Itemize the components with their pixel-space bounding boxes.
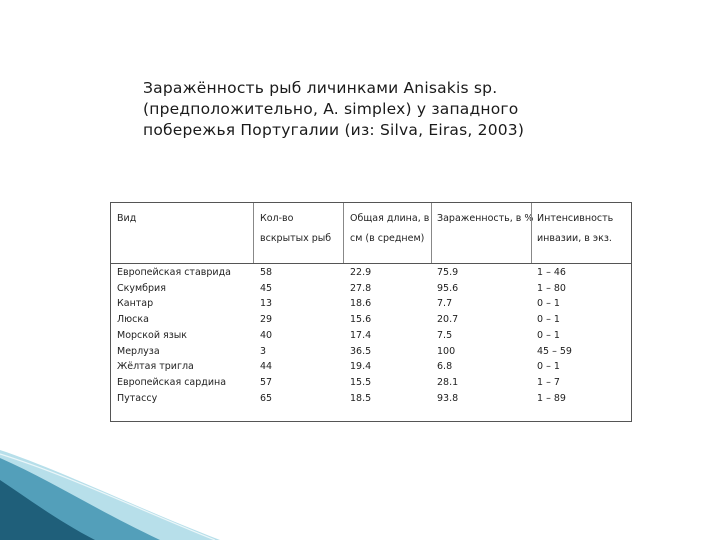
table-cell: 15.5 <box>350 376 372 388</box>
header-line: Зараженность, в % <box>437 213 534 224</box>
table-cell: 3 <box>260 345 267 357</box>
infestation-table <box>110 202 632 422</box>
header-line: вскрытых рыб <box>260 233 332 244</box>
table-cell: 65 <box>260 392 273 404</box>
table-cell: 40 <box>260 329 273 341</box>
table-cell: 93.8 <box>437 392 459 404</box>
table-cell: Путассу <box>117 392 158 404</box>
column-intensity <box>537 265 572 406</box>
table-cell: 7.5 <box>437 329 453 341</box>
table-cell: Кантар <box>117 298 154 310</box>
column-count <box>260 265 272 406</box>
table-cell: Люска <box>117 314 149 326</box>
table-cell: 29 <box>260 314 273 326</box>
decorative-wave <box>0 450 220 540</box>
table-cell: Скумбрия <box>117 282 166 294</box>
table-cell: 44 <box>260 361 273 373</box>
title-line-1: Заражённость рыб личинками Anisakis sp. <box>143 79 498 97</box>
header-length <box>350 209 429 249</box>
header-line: инвазии, в экз. <box>537 233 612 244</box>
title-line-2: (предположительно, A. simplex) у западного <box>143 100 519 118</box>
header-infestation <box>437 209 533 229</box>
table-header <box>111 203 631 264</box>
table-cell: 28.1 <box>437 376 459 388</box>
table-cell: 18.6 <box>350 298 372 310</box>
column-infestation <box>437 265 458 406</box>
table-cell: 6.8 <box>437 361 453 373</box>
table-cell: 1 – 7 <box>537 376 560 388</box>
table-cell: 1 – 46 <box>537 267 566 278</box>
table-cell: 75.9 <box>437 267 459 278</box>
table-cell: 36.5 <box>350 345 372 357</box>
table-cell: Европейская сардина <box>117 376 227 388</box>
table-cell: Морской язык <box>117 329 188 341</box>
table-cell: 22.9 <box>350 267 372 278</box>
column-divider <box>253 203 254 263</box>
header-line: Общая длина, в <box>350 213 430 224</box>
table-cell: 18.5 <box>350 392 372 404</box>
table-cell: 27.8 <box>350 282 372 294</box>
table-cell: 58 <box>260 267 273 278</box>
table-cell: 100 <box>437 345 456 357</box>
column-length <box>350 265 371 406</box>
header-line: Кол-во <box>260 213 294 224</box>
table-cell: 7.7 <box>437 298 453 310</box>
table-cell: Европейская ставрида <box>117 267 231 278</box>
table-cell: 0 – 1 <box>537 298 560 310</box>
header-intensity <box>537 209 613 249</box>
table-cell: 0 – 1 <box>537 329 560 341</box>
table-cell: 45 – 59 <box>537 345 572 357</box>
slide-title <box>143 78 583 141</box>
header-species <box>117 209 136 229</box>
column-divider <box>343 203 344 263</box>
table-cell: 0 – 1 <box>537 314 560 326</box>
column-divider <box>431 203 432 263</box>
table-cell: 1 – 89 <box>537 392 566 404</box>
table-cell: 0 – 1 <box>537 361 560 373</box>
table-cell: 19.4 <box>350 361 372 373</box>
table-cell: 15.6 <box>350 314 372 326</box>
table-cell: 95.6 <box>437 282 459 294</box>
table-cell: 13 <box>260 298 273 310</box>
table-cell: Жёлтая тригла <box>117 361 194 373</box>
column-divider <box>531 203 532 263</box>
table-cell: 45 <box>260 282 273 294</box>
header-count <box>260 209 331 249</box>
table-cell: 17.4 <box>350 329 372 341</box>
column-species <box>117 265 231 406</box>
table-cell: 1 – 80 <box>537 282 566 294</box>
header-line: Вид <box>117 213 137 224</box>
table-cell: 20.7 <box>437 314 459 326</box>
header-line: см (в среднем) <box>350 233 425 244</box>
header-line: Интенсивность <box>537 213 614 224</box>
title-line-3: побережья Португалии (из: Silva, Eiras, 2003) <box>143 121 525 139</box>
table-cell: Мерлуза <box>117 345 160 357</box>
table-cell: 57 <box>260 376 273 388</box>
